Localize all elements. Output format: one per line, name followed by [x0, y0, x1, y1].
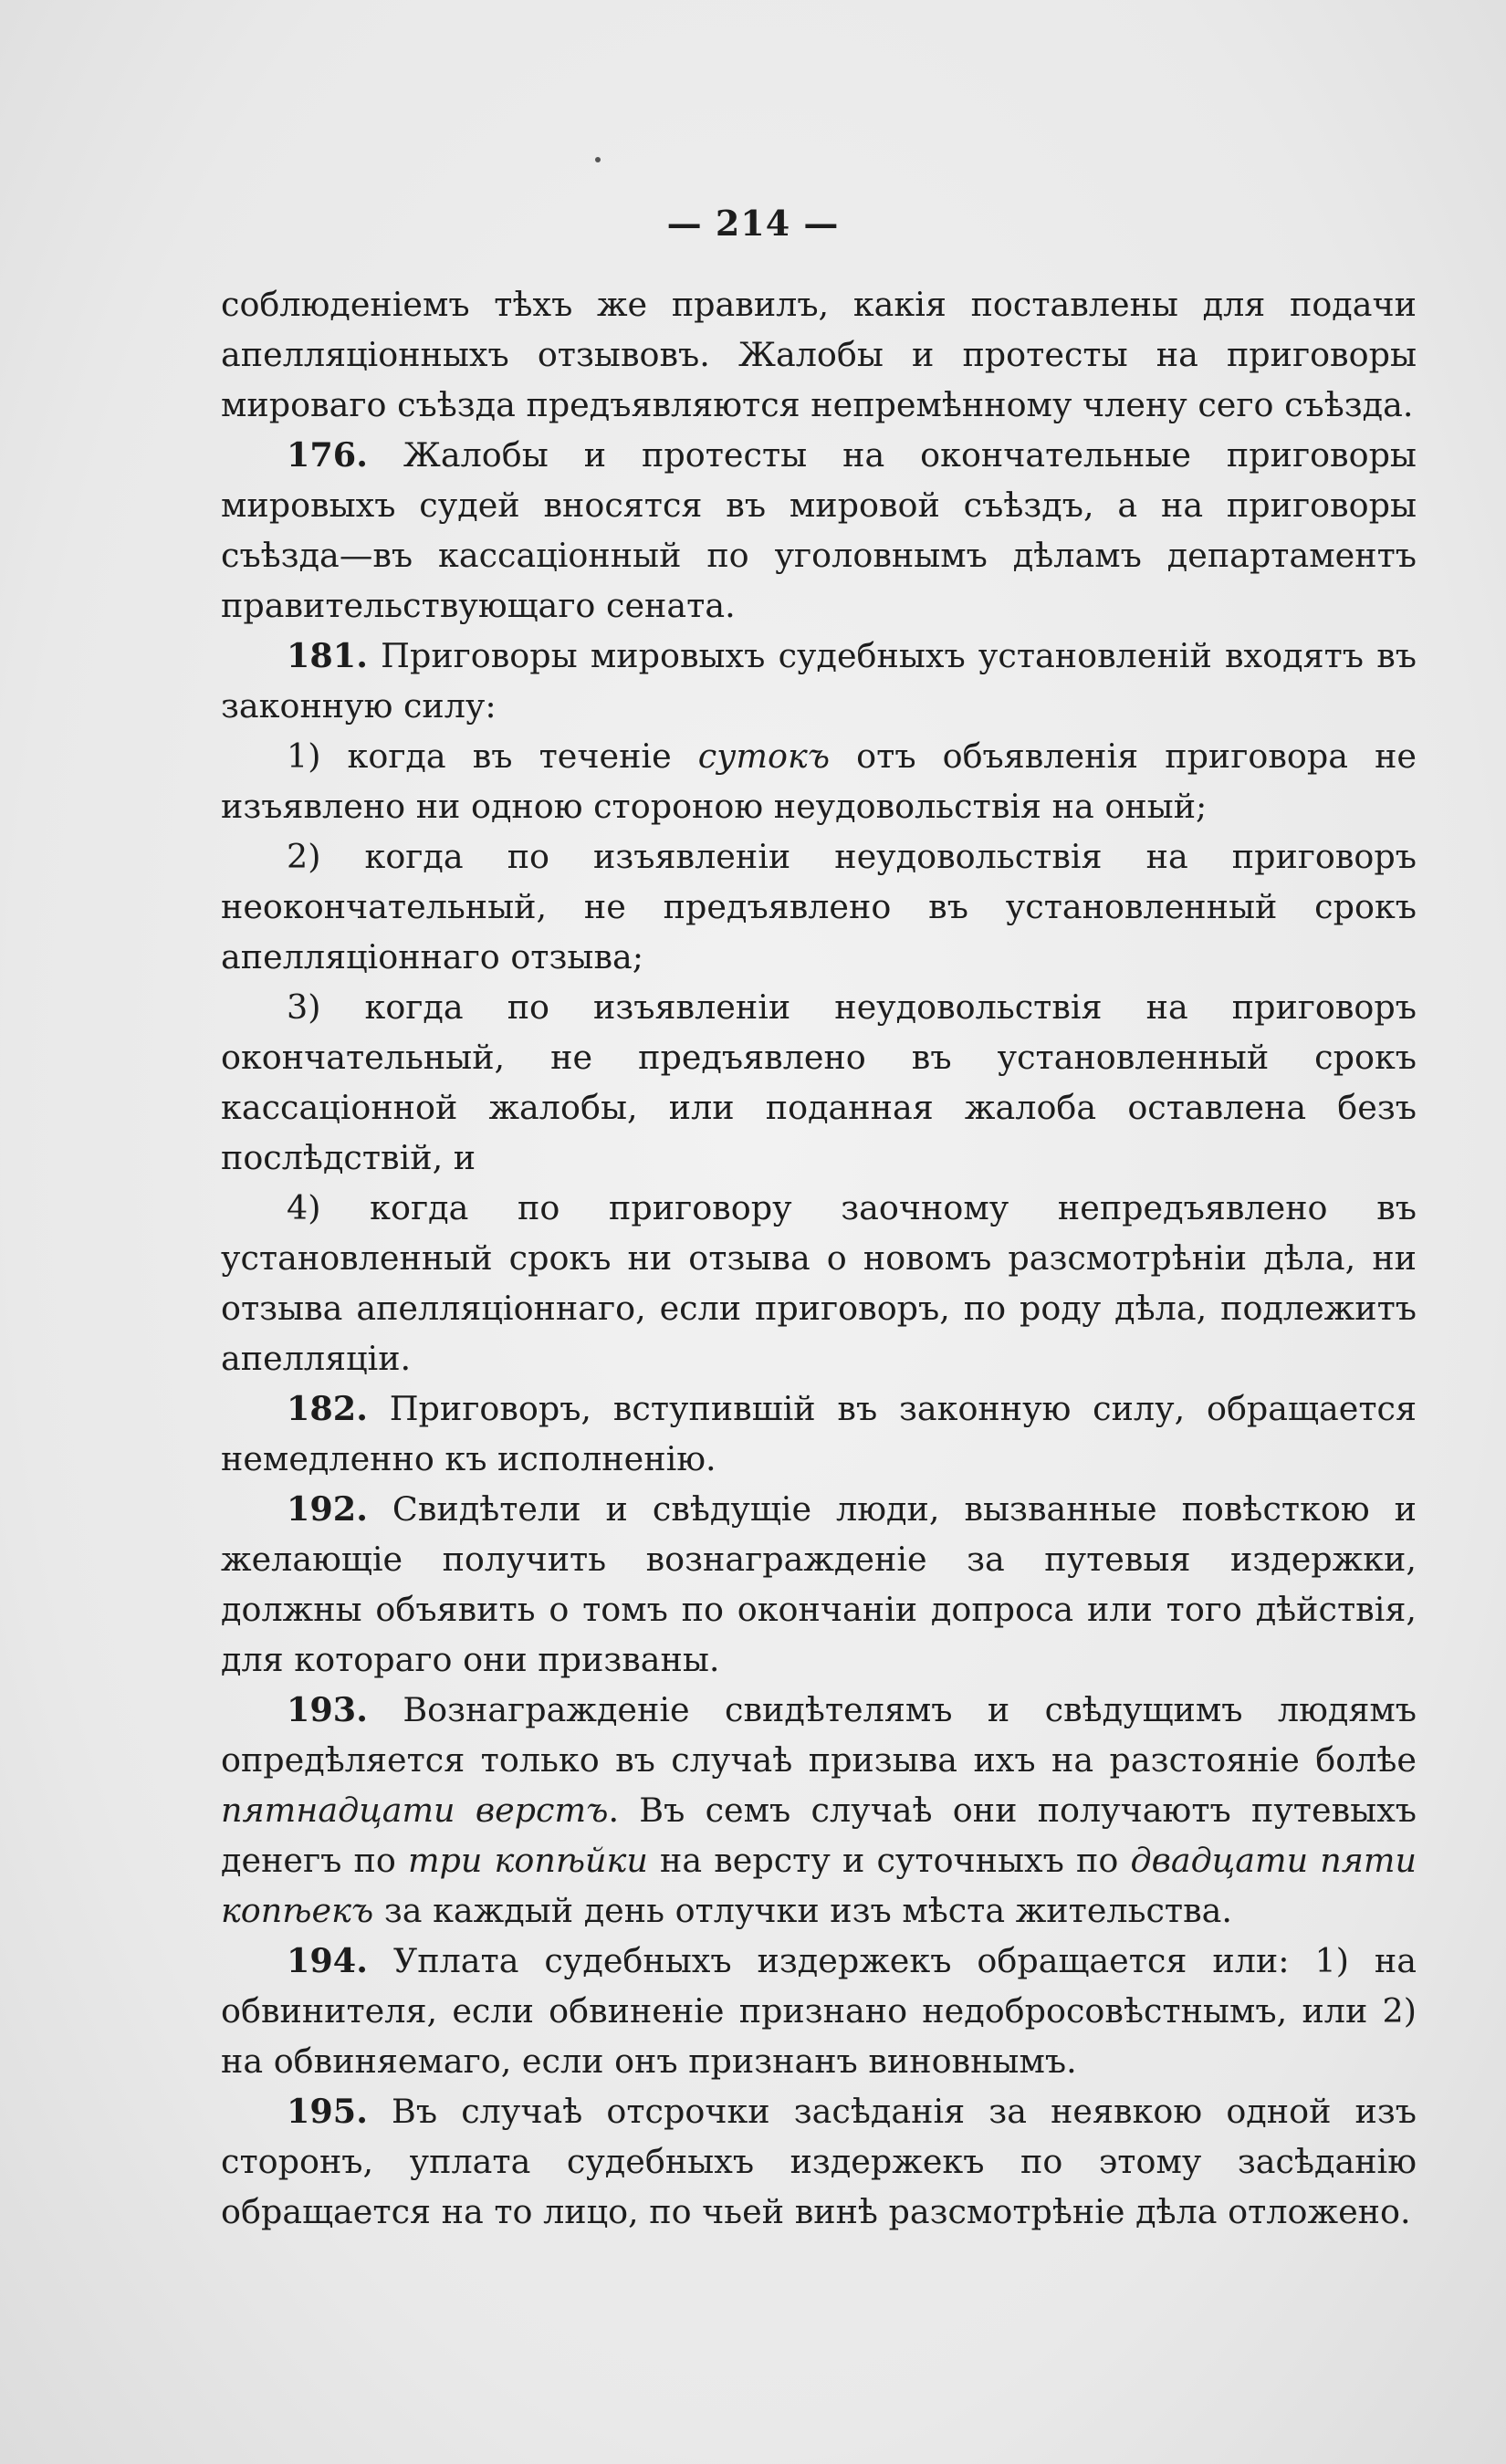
- paragraph-text: Приговоръ, вступившій въ законную силу, обращается немедленно къ исполненію.: [221, 1389, 1417, 1478]
- article-195: [221, 2086, 1417, 2237]
- italic-text: сутокъ: [697, 736, 831, 776]
- article-number: 193.: [287, 1690, 368, 1729]
- paragraph-text: Свидѣтели и свѣдущіе люди, вызванные повѣсткою и желающіе получить вознагражденіе за путевыя издержки, должны объявить о томъ по окончаніи допроса или того дѣйствія, для котораго они призваны.: [221, 1489, 1417, 1679]
- article-number: 194.: [287, 1941, 368, 1980]
- italic-text: пятнадцати верстъ: [221, 1791, 609, 1830]
- paragraph-text: отъ объявленія приговора не изъявлено ни одною стороною неудовольствія на оный;: [221, 736, 1417, 826]
- article-192: [221, 1484, 1417, 1685]
- body-text: [221, 279, 1417, 2237]
- list-item-3: [221, 982, 1417, 1183]
- paragraph-text: Уплата судебныхъ издержекъ обращается или: 1) на обвинителя, если обвиненіе признано недобросовѣстнымъ, или 2) на обвиняемаго, если онъ признанъ виновнымъ.: [221, 1941, 1417, 2081]
- article-176: [221, 430, 1417, 631]
- paragraph-text: Жалобы и протесты на окончательные приговоры мировыхъ судей вносятся въ мировой съѣздъ, а на приговоры съѣзда—въ кассаціонный по уголовнымъ дѣламъ департаментъ правительствующаго сената.: [221, 435, 1417, 625]
- paragraph-text: 1) когда въ теченіе: [287, 736, 698, 776]
- article-182: [221, 1383, 1417, 1484]
- paragraph-text: на версту и суточныхъ по: [647, 1841, 1131, 1880]
- article-number: 176.: [287, 435, 368, 475]
- paragraph-text: Приговоры мировыхъ судебныхъ установленій входятъ въ законную силу:: [221, 636, 1417, 726]
- italic-text: двадцати пяти копѣекъ: [221, 1841, 1417, 1930]
- article-number: 182.: [287, 1389, 368, 1428]
- page-number-header: — 214 —: [666, 203, 840, 244]
- list-item-1: [221, 731, 1417, 831]
- article-number: 192.: [287, 1489, 368, 1529]
- paragraph-text: соблюденіемъ тѣхъ же правилъ, какія поставлены для подачи апелляціонныхъ отзывовъ. Жалобы и протесты на приговоры мироваго съѣзда предъявляются непремѣнному члену сего съѣзда.: [221, 285, 1417, 424]
- article-181: [221, 631, 1417, 731]
- italic-text: три копѣйки: [407, 1841, 648, 1880]
- article-number: 195.: [287, 2092, 368, 2131]
- article-number: 181.: [287, 636, 368, 675]
- paragraph-text: Вознагражденіе свидѣтелямъ и свѣдущимъ людямъ опредѣляется только въ случаѣ призыва ихъ на разстояніе болѣе: [221, 1690, 1417, 1780]
- paragraph-text: за каждый день отлучки изъ мѣста жительства.: [373, 1891, 1233, 1930]
- paragraph-text: . Въ семъ случаѣ они получаютъ путевыхъ денегъ по: [221, 1791, 1417, 1880]
- article-193: [221, 1685, 1417, 1936]
- list-item-4: [221, 1183, 1417, 1383]
- paragraph-text: Въ случаѣ отсрочки засѣданія за неявкою одной изъ сторонъ, уплата судебныхъ издержекъ по этому засѣданію обращается на то лицо, по чьей винѣ разсмотрѣніе дѣла отложено.: [221, 2092, 1417, 2231]
- ink-speck: [595, 157, 601, 162]
- paragraph-continuation: [221, 279, 1417, 430]
- paragraph-text: 2) когда по изъявленіи неудовольствія на приговоръ неокончательный, не предъявлено въ установленный срокъ апелляціоннаго отзыва;: [221, 837, 1417, 976]
- article-194: [221, 1936, 1417, 2086]
- list-item-2: [221, 831, 1417, 982]
- paragraph-text: 3) когда по изъявленіи неудовольствія на приговоръ окончательный, не предъявлено въ установленный срокъ кассаціонной жалобы, или поданная жалоба оставлена безъ послѣдствій, и: [221, 987, 1417, 1177]
- paragraph-text: 4) когда по приговору заочному непредъявлено въ установленный срокъ ни отзыва о новомъ разсмотрѣніи дѣла, ни отзыва апелляціоннаго, если приговоръ, по роду дѣла, подлежитъ апелляціи.: [221, 1188, 1417, 1378]
